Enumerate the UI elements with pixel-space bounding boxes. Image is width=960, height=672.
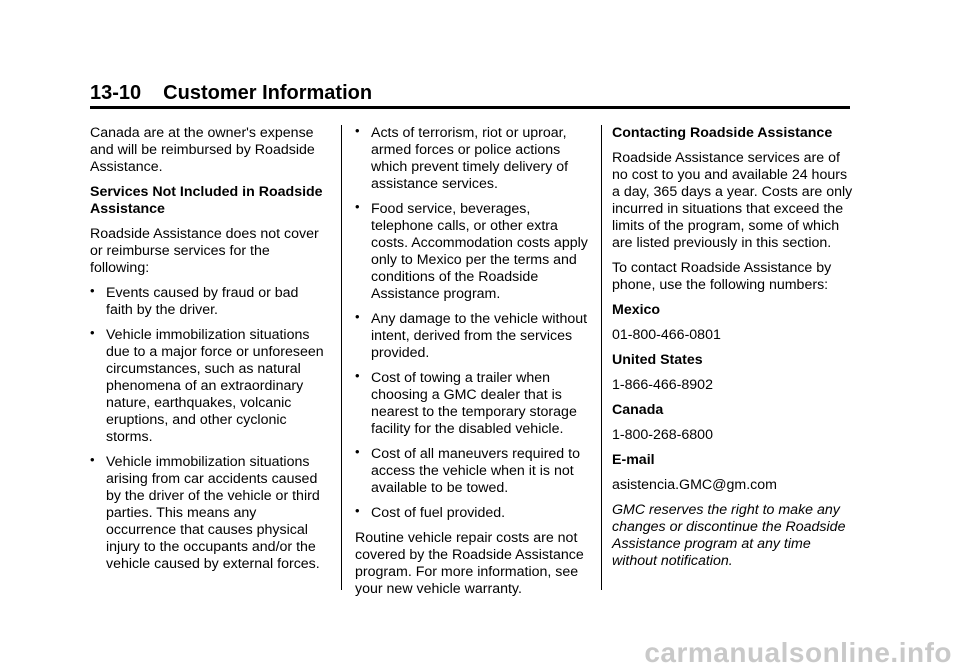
- section-title: Customer Information: [163, 82, 373, 104]
- intro-paragraph: Canada are at the owner's expense and will be reimbursed by Roadside Assistance.: [90, 125, 315, 175]
- column-divider-1: [341, 125, 342, 590]
- list-item: • Vehicle immobilization situations arising from car accidents caused by the driver of the vehicle or third parties. This means any occurrence that causes physical injury to the occupants and/or the vehicle caused by external forces.: [90, 454, 328, 573]
- notice-paragraph: GMC reserves the right to make any changes or discontinue the Roadside Assistance program at any time without notification.: [612, 502, 846, 569]
- contact-label-canada: Canada: [612, 402, 664, 418]
- column-2: [355, 125, 595, 606]
- contacting-heading: Contacting Roadside Assistance: [612, 125, 833, 141]
- contact-label-email: E-mail: [612, 452, 655, 468]
- contact-value-united-states: 1-866-466-8902: [612, 377, 713, 393]
- contact-value-email: asistencia.GMC@gm.com: [612, 477, 777, 493]
- list-item: • Events caused by fraud or bad faith by the driver.: [90, 285, 328, 319]
- column-3: [612, 125, 857, 578]
- page-header: [90, 80, 850, 106]
- list-item: • Food service, beverages, telephone calls, or other extra costs. Accommodation costs apply only to Mexico per the terms and conditions of the Roadside Assistance program.: [355, 201, 595, 303]
- contact-label-united-states: United States: [612, 352, 703, 368]
- watermark: carmanualsonline.info: [644, 637, 952, 668]
- list-item: • Any damage to the vehicle without intent, derived from the services provided.: [355, 311, 595, 362]
- lead-paragraph: Roadside Assistance does not cover or reimburse services for the following:: [90, 226, 319, 276]
- list-item: • Cost of fuel provided.: [355, 505, 595, 522]
- list-item: • Vehicle immobilization situations due to a major force or unforeseen circumstances, such as natural phenomena of an extraordinary nature, earthquakes, volcanic eruptions, and other cyclonic storms.: [90, 327, 328, 446]
- exclusions-list-2: [355, 125, 595, 522]
- page-number: 13-10: [90, 82, 142, 104]
- phone-intro-paragraph: To contact Roadside Assistance by phone, use the following numbers:: [612, 260, 832, 293]
- list-item: • Cost of towing a trailer when choosing a GMC dealer that is nearest to the temporary storage facility for the disabled vehicle.: [355, 370, 595, 438]
- exclusions-list-1: [90, 285, 328, 573]
- contact-label-mexico: Mexico: [612, 302, 661, 318]
- header-rule: [90, 106, 850, 109]
- contact-value-canada: 1-800-268-6800: [612, 427, 713, 443]
- column-divider-2: [601, 125, 602, 590]
- services-paragraph: Roadside Assistance services are of no cost to you and available 24 hours a day, 365 days a year. Costs are only incurred in situations that exceed the limits of the program, some of which are listed previously in this section.: [612, 150, 853, 251]
- column-1: [90, 125, 328, 581]
- list-item: • Acts of terrorism, riot or uproar, armed forces or police actions which prevent timely delivery of assistance services.: [355, 125, 595, 193]
- closing-paragraph: Routine vehicle repair costs are not covered by the Roadside Assistance program. For more information, see your new vehicle warranty.: [355, 530, 584, 597]
- services-not-included-heading: Services Not Included in Roadside Assistance: [90, 184, 323, 217]
- list-item: • Cost of all maneuvers required to access the vehicle when it is not available to be towed.: [355, 446, 595, 497]
- contact-value-mexico: 01-800-466-0801: [612, 327, 721, 343]
